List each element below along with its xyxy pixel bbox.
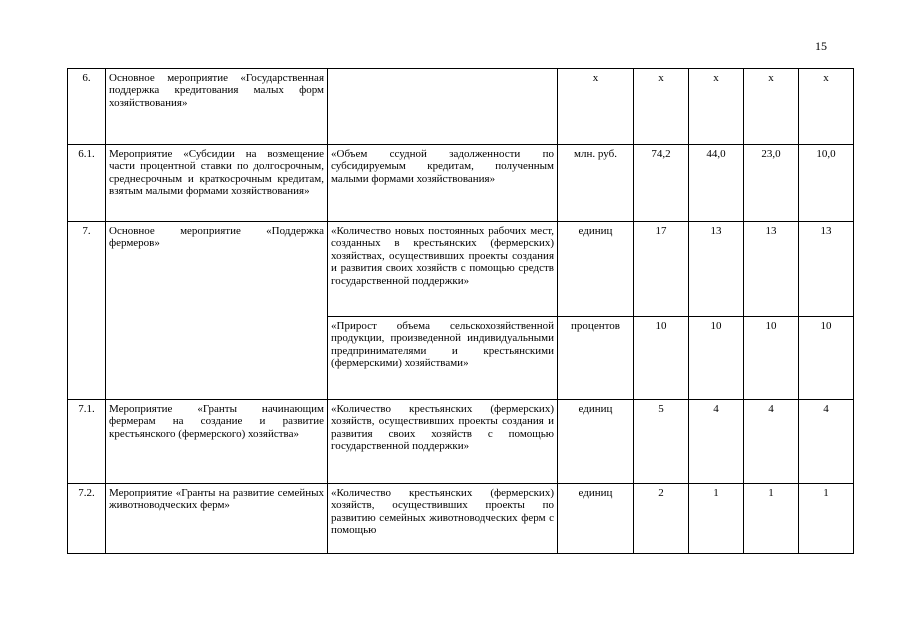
indicator-cell: «Прирост объема сельскохозяйственной продукции, произведенной индивидуальными предпринимателями и крестьянскими (фермерскими) хозяйствами» [328, 317, 558, 400]
indicator-cell: «Объем ссудной задолженности по субсидируемым кредитам, полученным малыми формами хозяйствования» [328, 145, 558, 222]
row-number: 6. [68, 69, 106, 145]
unit-cell: единиц [558, 222, 634, 317]
value-cell: 13 [689, 222, 744, 317]
value-cell: 4 [689, 400, 744, 484]
value-cell: 44,0 [689, 145, 744, 222]
value-cell: 10 [634, 317, 689, 400]
value-cell: 10 [689, 317, 744, 400]
row-number: 7. [68, 222, 106, 400]
row-number: 6.1. [68, 145, 106, 222]
indicator-cell: «Количество крестьянских (фермерских) хозяйств, осуществивших проекты по развитию семейных животноводческих ферм с помощью [328, 484, 558, 554]
value-cell: 1 [799, 484, 854, 554]
unit-cell: единиц [558, 484, 634, 554]
event-cell: Мероприятие «Гранты начинающим фермерам на создание и развитие крестьянского (фермерского) хозяйства» [106, 400, 328, 484]
value-cell: 13 [744, 222, 799, 317]
value-cell: 13 [799, 222, 854, 317]
table-row [68, 222, 854, 317]
value-cell: 1 [689, 484, 744, 554]
event-cell: Мероприятие «Гранты на развитие семейных животноводческих ферм» [106, 484, 328, 554]
event-cell: Основное мероприятие «Государственная поддержка кредитования малых форм хозяйствования» [106, 69, 328, 145]
table-row [68, 400, 854, 484]
unit-cell: процентов [558, 317, 634, 400]
value-cell: х [634, 69, 689, 145]
event-cell: Мероприятие «Субсидии на возмещение части процентной ставки по долгосрочным, среднесрочным и краткосрочным кредитам, взятым малыми формами хозяйствования» [106, 145, 328, 222]
value-cell: 2 [634, 484, 689, 554]
value-cell: 1 [744, 484, 799, 554]
value-cell: 74,2 [634, 145, 689, 222]
indicator-cell: «Количество крестьянских (фермерских) хозяйств, осуществивших проекты создания и развития своих хозяйств с помощью государственной поддержки» [328, 400, 558, 484]
value-cell: х [689, 69, 744, 145]
value-cell: 23,0 [744, 145, 799, 222]
table-row [68, 484, 854, 554]
unit-cell: млн. руб. [558, 145, 634, 222]
value-cell: 17 [634, 222, 689, 317]
row-number: 7.1. [68, 400, 106, 484]
event-cell: Основное мероприятие «Поддержка фермеров» [106, 222, 328, 400]
unit-cell: х [558, 69, 634, 145]
unit-cell: единиц [558, 400, 634, 484]
value-cell: 10,0 [799, 145, 854, 222]
value-cell: 4 [744, 400, 799, 484]
table-row [68, 145, 854, 222]
row-number: 7.2. [68, 484, 106, 554]
value-cell: 4 [799, 400, 854, 484]
value-cell: х [744, 69, 799, 145]
value-cell: 10 [744, 317, 799, 400]
value-cell: 5 [634, 400, 689, 484]
page-number: 15 [815, 39, 827, 53]
indicators-table [67, 68, 854, 554]
table-row [68, 69, 854, 145]
value-cell: х [799, 69, 854, 145]
indicator-cell [328, 69, 558, 145]
value-cell: 10 [799, 317, 854, 400]
indicator-cell: «Количество новых постоянных рабочих мест, созданных в крестьянских (фермерских) хозяйствах, осуществивших проекты создания и развития своих хозяйств с помощью средств государственной поддержки» [328, 222, 558, 317]
